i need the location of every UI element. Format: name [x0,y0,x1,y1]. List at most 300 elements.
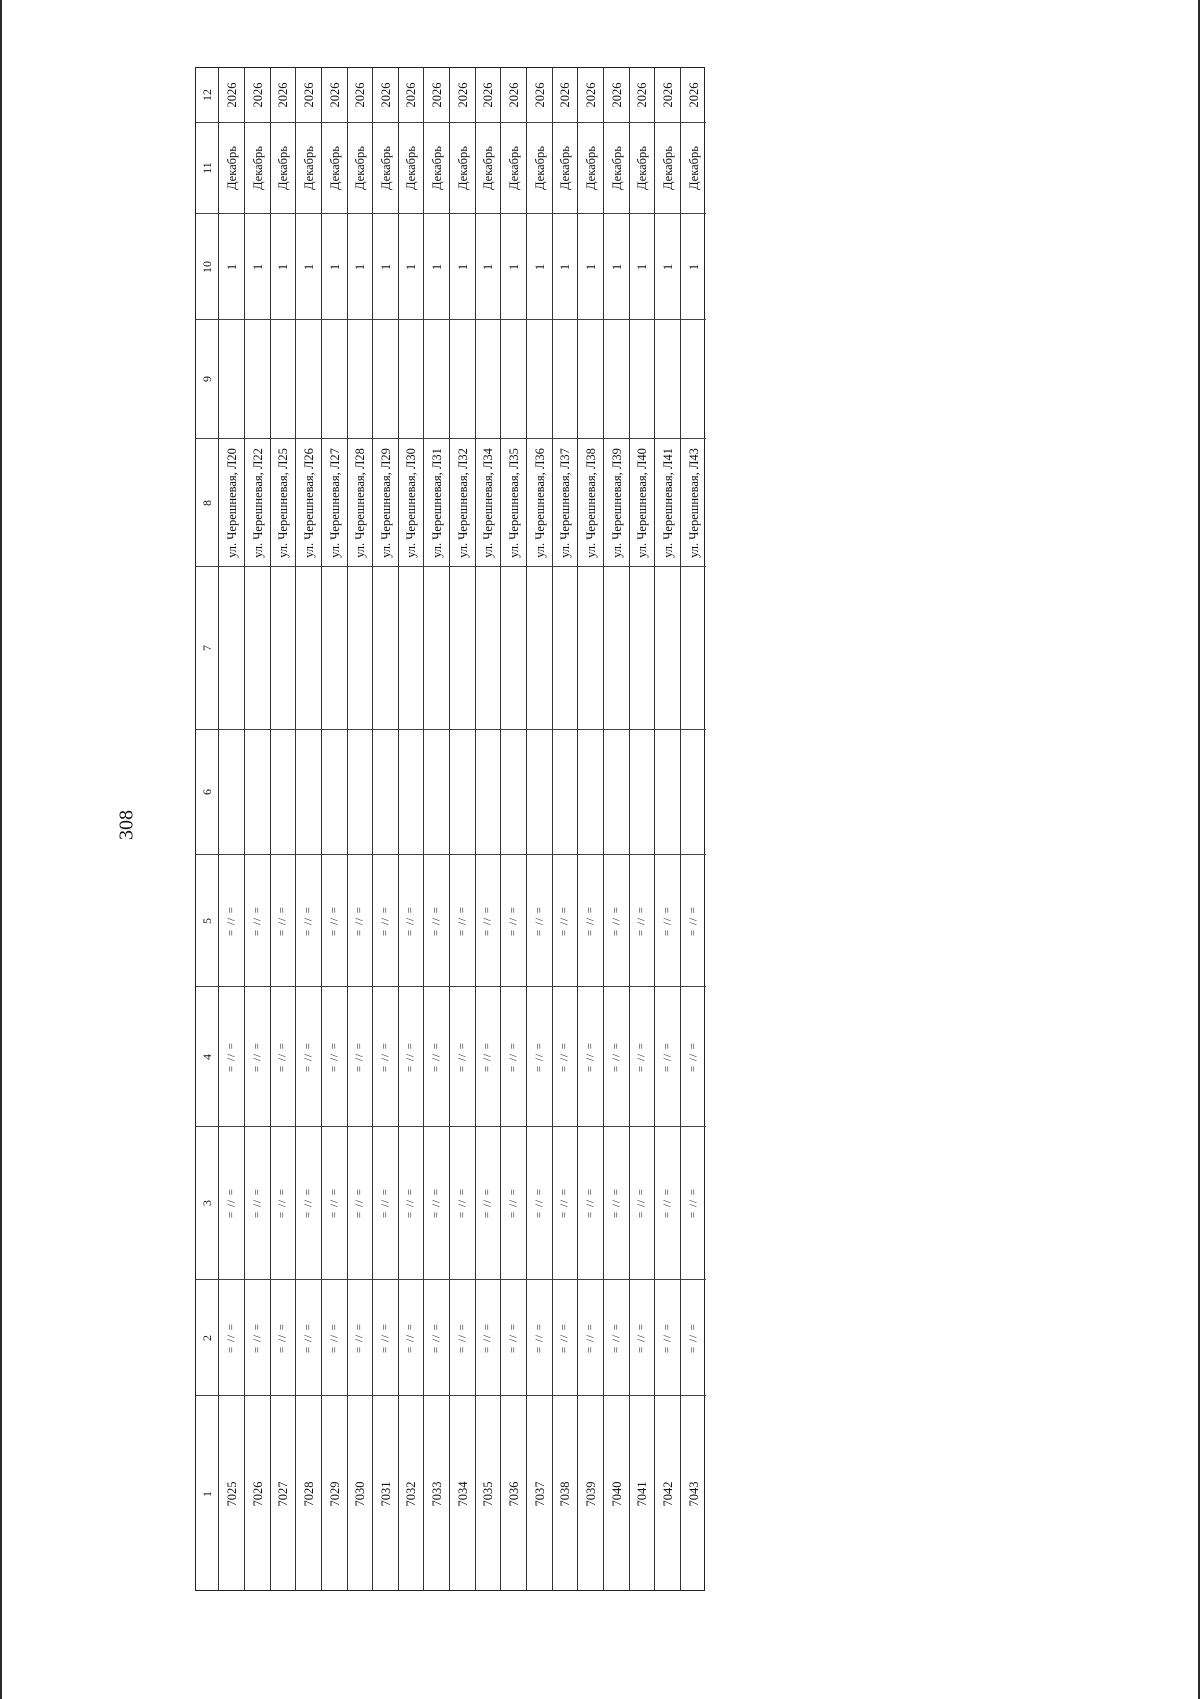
cell-text: 1 [660,263,675,270]
table-cell-c2 [681,1279,706,1395]
table-cell-c4 [348,986,372,1126]
table-cell-number [296,1395,321,1592]
table-cell-c6 [271,729,295,854]
header-row [196,68,219,1590]
table-cell-c11 [399,122,423,213]
cell-text: = // = [610,1322,622,1353]
table-cell-c6 [450,729,475,854]
cell-text: = // = [610,905,622,936]
cell-text: 2026 [429,82,444,108]
table-cell-c5 [348,854,372,986]
header-label: 4 [200,1053,214,1060]
cell-text: 1 [686,263,701,270]
cell-text: = // = [584,1187,596,1219]
table-cell-c2 [271,1279,295,1395]
cell-text: = // = [379,1041,391,1072]
cell-text: = // = [456,905,468,936]
cell-text: = // = [481,1187,494,1219]
table-cell-c9 [681,319,706,438]
table-cell-c8 [348,438,372,566]
cell-text: 7034 [455,1481,470,1507]
table-cell-c11 [655,122,680,213]
cell-text: = // = [302,1322,314,1353]
table-cell-c7 [219,566,244,729]
cell-text: ул. Черешневая, Л29 [378,447,393,558]
cell-text: = // = [558,1187,571,1219]
table-cell-number [373,1395,398,1592]
cell-text: = // = [558,905,571,936]
table-cell-number [271,1395,295,1592]
table-cell-c8 [501,438,526,566]
cell-text: Декабрь [609,146,624,190]
header-label: 10 [200,260,214,273]
cell-text: = // = [225,905,237,936]
table-cell-c6 [655,729,680,854]
table-cell-c9 [245,319,270,438]
cell-text: = // = [353,1187,366,1219]
cell-text: 7041 [634,1481,649,1507]
cell-text: 1 [275,263,290,270]
cell-text: 2026 [275,82,290,108]
cell-text: Декабрь [480,146,495,190]
table-cell-c2 [219,1279,244,1395]
table-cell-c9 [348,319,372,438]
cell-text: Декабрь [378,146,393,190]
table-cell-c8 [424,438,449,566]
header-label: 11 [200,162,214,174]
cell-text: Декабрь [660,146,675,190]
cell-text: 7033 [429,1481,444,1507]
cell-text: = // = [302,1187,314,1219]
table-cell-c2 [322,1279,347,1395]
table-cell-c5 [219,854,244,986]
table-cell-c10 [527,213,552,319]
cell-text: 1 [609,263,624,270]
cell-text: 2026 [660,82,675,108]
table-cell-c9 [501,319,526,438]
table-cell-c10 [219,213,244,319]
table-cell-c8 [219,438,244,566]
header-cell [196,1279,218,1395]
cell-text: = // = [456,1187,468,1219]
table-cell-c12 [476,68,500,122]
table-cell-c4 [501,986,526,1126]
cell-text: = // = [687,1041,699,1072]
table-cell-c4 [450,986,475,1126]
cell-text: 2026 [352,82,367,108]
table-cell-c7 [271,566,295,729]
table-cell-c5 [630,854,654,986]
table-cell-c7 [296,566,321,729]
cell-text: = // = [661,1041,673,1072]
cell-text: 7030 [352,1481,367,1507]
table-cell-c2 [476,1279,500,1395]
table-cell-number [655,1395,680,1592]
header-label: 5 [200,917,214,924]
cell-text: 7028 [301,1481,316,1507]
table-cell-c6 [630,729,654,854]
table-cell-c2 [348,1279,372,1395]
cell-text: = // = [507,1322,519,1353]
table-cell-c5 [399,854,423,986]
cell-text: = // = [328,1187,340,1219]
table-row [271,68,296,1590]
table-cell-c12 [578,68,603,122]
table-cell-c7 [655,566,680,729]
cell-text: 1 [634,263,649,270]
table-cell-c7 [399,566,423,729]
cell-text: ул. Черешневая, Л22 [250,447,265,558]
cell-text: = // = [533,1187,545,1219]
table-cell-c10 [501,213,526,319]
cell-text: = // = [404,1187,417,1219]
table-cell-c7 [553,566,577,729]
cell-text: = // = [404,905,417,936]
table-cell-c2 [578,1279,603,1395]
cell-text: 7029 [327,1481,342,1507]
table-cell-c4 [553,986,577,1126]
table-cell-c4 [630,986,654,1126]
cell-text: ул. Черешневая, Л20 [224,447,239,558]
table-row [450,68,476,1590]
cell-text: = // = [251,1322,263,1353]
table-cell-c3 [553,1126,577,1279]
table-cell-c12 [399,68,423,122]
rotated-data-table [195,67,705,1591]
table-cell-c8 [604,438,629,566]
table-row [501,68,527,1590]
cell-text: = // = [328,905,340,936]
table-cell-number [399,1395,423,1592]
table-cell-c4 [271,986,295,1126]
table-cell-c9 [399,319,423,438]
table-cell-c4 [476,986,500,1126]
cell-text: = // = [507,1041,519,1072]
table-cell-number [578,1395,603,1592]
cell-text: = // = [276,1041,289,1072]
cell-text: ул. Черешневая, Л39 [609,447,624,558]
table-cell-c6 [501,729,526,854]
cell-text: ул. Черешневая, Л40 [634,447,649,558]
table-cell-c12 [527,68,552,122]
table-cell-number [476,1395,500,1592]
table-cell-c8 [553,438,577,566]
cell-text: 1 [532,263,547,270]
table-cell-c7 [681,566,706,729]
cell-text: Декабрь [429,146,444,190]
cell-text: 1 [429,263,444,270]
cell-text: 2026 [532,82,547,108]
cell-text: 1 [352,263,367,270]
table-cell-c10 [271,213,295,319]
table-cell-c10 [604,213,629,319]
cell-text: 7032 [403,1481,418,1507]
table-row [348,68,373,1590]
table-cell-c2 [553,1279,577,1395]
cell-text: 7040 [609,1481,624,1507]
table-cell-c5 [655,854,680,986]
cell-text: = // = [353,1322,366,1353]
table-cell-c11 [296,122,321,213]
cell-text: 7043 [686,1481,701,1507]
table-cell-c8 [655,438,680,566]
table-cell-c9 [476,319,500,438]
cell-text: = // = [379,1187,391,1219]
header-cell [196,122,218,213]
cell-text: Декабрь [250,146,265,190]
table-cell-number [450,1395,475,1592]
table-cell-c12 [296,68,321,122]
table-cell-c7 [578,566,603,729]
table-cell-c4 [373,986,398,1126]
table-cell-number [681,1395,706,1592]
table-cell-c6 [322,729,347,854]
table-cell-c12 [219,68,244,122]
table-cell-c12 [630,68,654,122]
cell-text: = // = [276,905,289,936]
table-cell-c9 [373,319,398,438]
cell-text: = // = [379,905,391,936]
cell-text: 1 [224,263,239,270]
header-label: 12 [200,89,214,101]
cell-text: 7036 [506,1481,521,1507]
table-cell-c7 [245,566,270,729]
table-cell-c12 [322,68,347,122]
cell-text: = // = [481,1322,494,1353]
table-cell-c3 [655,1126,680,1279]
cell-text: = // = [687,1187,699,1219]
table-cell-c11 [604,122,629,213]
table-row [424,68,450,1590]
table-cell-c11 [476,122,500,213]
table-cell-c4 [604,986,629,1126]
cell-text: 2026 [634,82,649,108]
cell-text: Декабрь [275,146,290,190]
cell-text: = // = [379,1322,391,1353]
table-row [296,68,322,1590]
cell-text: 2026 [224,82,239,108]
table-cell-c7 [424,566,449,729]
table-cell-c12 [424,68,449,122]
table-cell-c5 [476,854,500,986]
table-cell-c12 [604,68,629,122]
table-cell-c5 [578,854,603,986]
cell-text: 2026 [609,82,624,108]
header-label: 9 [200,376,214,382]
table-cell-c3 [476,1126,500,1279]
table-cell-c3 [527,1126,552,1279]
table-cell-c11 [373,122,398,213]
cell-text: = // = [635,1041,648,1072]
table-cell-c5 [245,854,270,986]
table-cell-c8 [296,438,321,566]
table-cell-c9 [450,319,475,438]
cell-text: = // = [610,1041,622,1072]
cell-text: 1 [301,263,316,270]
cell-text: ул. Черешневая, Л43 [686,447,701,558]
table-cell-c8 [527,438,552,566]
table-cell-c9 [655,319,680,438]
cell-text: 7042 [660,1481,675,1507]
table-cell-c10 [450,213,475,319]
table-cell-c4 [322,986,347,1126]
cell-text: ул. Черешневая, Л26 [301,447,316,558]
cell-text: = // = [687,1322,699,1353]
table-cell-c11 [322,122,347,213]
table-cell-c9 [553,319,577,438]
cell-text: ул. Черешневая, Л28 [352,447,367,558]
cell-text: = // = [507,905,519,936]
cell-text: = // = [430,1322,442,1353]
table-cell-c2 [424,1279,449,1395]
table-cell-c3 [501,1126,526,1279]
table-cell-c4 [296,986,321,1126]
cell-text: 2026 [557,82,572,108]
cell-text: ул. Черешневая, Л35 [506,447,521,558]
table-cell-c10 [630,213,654,319]
header-label: 1 [200,1491,214,1497]
cell-text: = // = [404,1041,417,1072]
table-cell-c4 [578,986,603,1126]
table-cell-c9 [219,319,244,438]
table-cell-c5 [553,854,577,986]
cell-text: 1 [583,263,598,270]
table-cell-c10 [399,213,423,319]
table-cell-c4 [655,986,680,1126]
cell-text: 2026 [250,82,265,108]
table-row [578,68,604,1590]
table-cell-c3 [450,1126,475,1279]
table-cell-c12 [271,68,295,122]
table-cell-c3 [373,1126,398,1279]
cell-text: ул. Черешневая, Л36 [532,447,547,558]
table-cell-c5 [373,854,398,986]
cell-text: = // = [328,1041,340,1072]
table-cell-number [424,1395,449,1592]
cell-text: 2026 [378,82,393,108]
table-cell-c6 [348,729,372,854]
table-cell-c7 [322,566,347,729]
table-cell-c6 [219,729,244,854]
table-cell-c8 [681,438,706,566]
table-cell-c11 [501,122,526,213]
table-cell-c12 [681,68,706,122]
cell-text: 1 [250,263,265,270]
table-cell-c6 [604,729,629,854]
cell-text: = // = [225,1322,237,1353]
cell-text: = // = [251,1041,263,1072]
table-cell-c8 [450,438,475,566]
header-label: 3 [200,1200,214,1206]
cell-text: ул. Черешневая, Л27 [327,447,342,558]
cell-text: = // = [353,1041,366,1072]
cell-text: ул. Черешневая, Л30 [403,447,418,558]
table-cell-c5 [322,854,347,986]
cell-text: 2026 [583,82,598,108]
table-cell-c5 [450,854,475,986]
cell-text: 2026 [506,82,521,108]
cell-text: ул. Черешневая, Л37 [557,447,572,558]
table-cell-c11 [271,122,295,213]
table-cell-c7 [604,566,629,729]
table-row [681,68,706,1590]
cell-text: = // = [251,1187,263,1219]
cell-text: = // = [225,1187,237,1219]
table-cell-c4 [681,986,706,1126]
cell-text: = // = [558,1041,571,1072]
cell-text: 2026 [327,82,342,108]
table-cell-c7 [348,566,372,729]
table-cell-c10 [373,213,398,319]
table-row [527,68,553,1590]
cell-text: ул. Черешневая, Л25 [275,447,290,558]
scan-edge-left [0,0,2,1699]
cell-text: = // = [635,1322,648,1353]
cell-text: = // = [661,1187,673,1219]
header-cell [196,1395,218,1592]
table-row [655,68,681,1590]
table-cell-c2 [527,1279,552,1395]
table-cell-c4 [399,986,423,1126]
table-cell-c12 [348,68,372,122]
table-cell-c10 [578,213,603,319]
table-cell-c7 [630,566,654,729]
cell-text: = // = [276,1322,289,1353]
cell-text: = // = [251,905,263,936]
cell-text: ул. Черешневая, Л41 [660,447,675,558]
table-cell-c11 [450,122,475,213]
cell-text: = // = [558,1322,571,1353]
cell-text: = // = [635,1187,648,1219]
table-cell-c12 [245,68,270,122]
table-cell-c3 [219,1126,244,1279]
table-cell-c10 [424,213,449,319]
table-cell-c2 [604,1279,629,1395]
table-cell-c2 [630,1279,654,1395]
cell-text: = // = [353,905,366,936]
cell-text: = // = [533,1322,545,1353]
table-cell-c5 [527,854,552,986]
table-cell-c3 [681,1126,706,1279]
header-cell [196,319,218,438]
table-row [476,68,501,1590]
table-cell-c4 [424,986,449,1126]
cell-text: ул. Черешневая, Л31 [429,447,444,558]
cell-text: = // = [456,1041,468,1072]
cell-text: 7038 [557,1481,572,1507]
table-cell-c3 [348,1126,372,1279]
cell-text: 7039 [583,1481,598,1507]
table-cell-c3 [271,1126,295,1279]
table-cell-c3 [604,1126,629,1279]
cell-text: = // = [661,1322,673,1353]
cell-text: Декабрь [583,146,598,190]
table-cell-c5 [296,854,321,986]
cell-text: = // = [302,905,314,936]
header-label: 2 [200,1334,214,1341]
cell-text: = // = [584,905,596,936]
cell-text: 2026 [301,82,316,108]
cell-text: = // = [430,905,442,936]
table-cell-c6 [399,729,423,854]
header-cell [196,68,218,122]
table-cell-c7 [501,566,526,729]
table-row [322,68,348,1590]
cell-text: = // = [533,1041,545,1072]
table-cell-c6 [681,729,706,854]
table-cell-c11 [245,122,270,213]
table-cell-number [630,1395,654,1592]
